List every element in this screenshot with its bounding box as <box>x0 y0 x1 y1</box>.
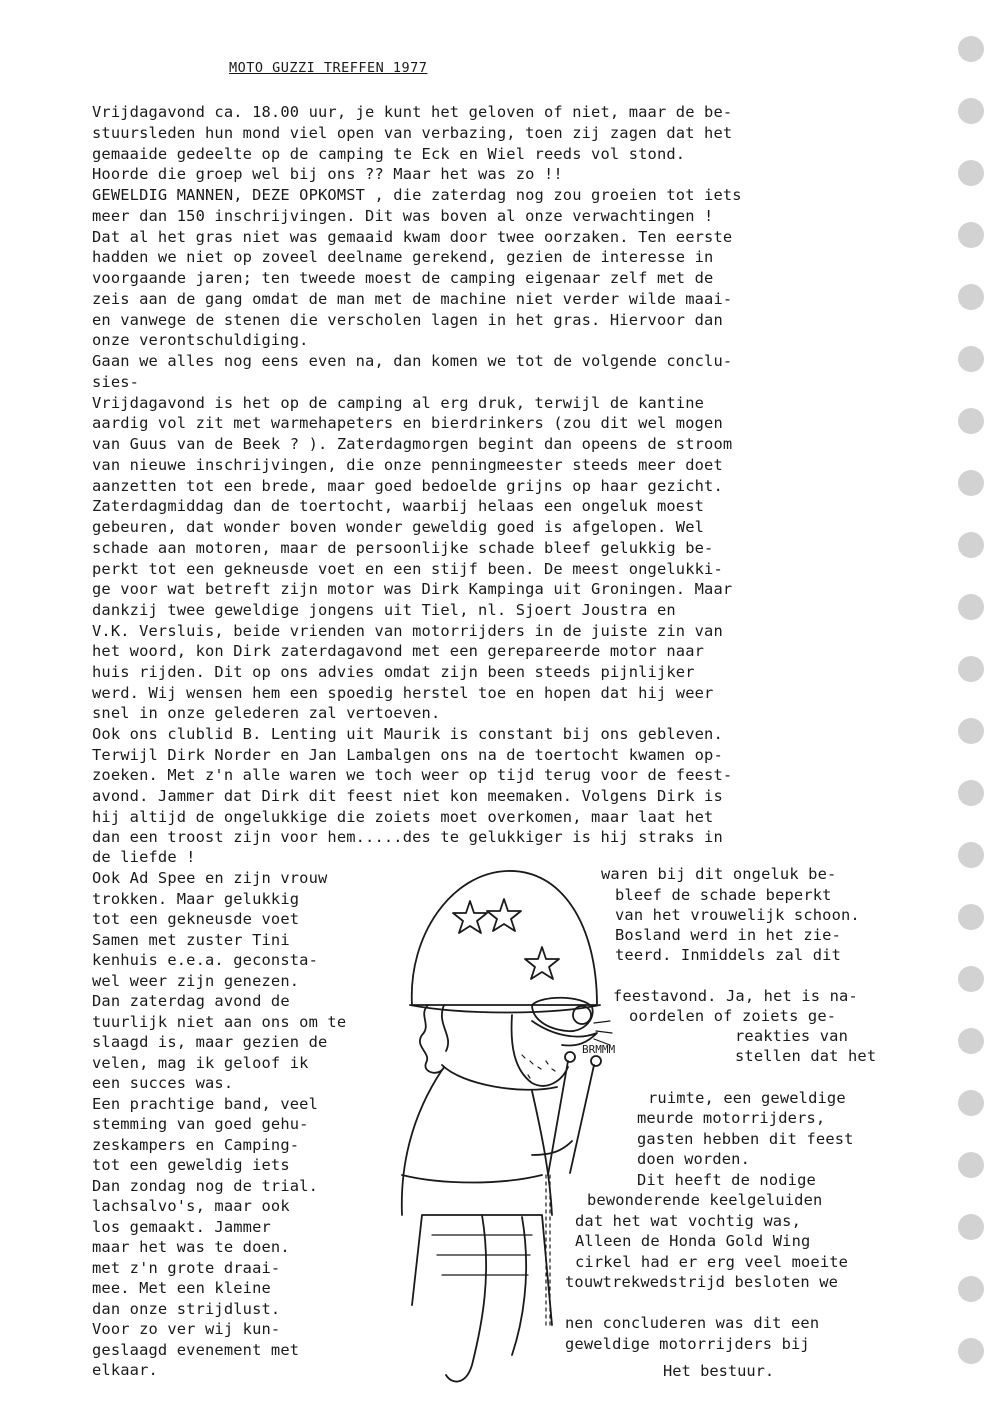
text-line: Dit heeft de nodige <box>637 1171 816 1189</box>
text-line: meer dan 150 inschrijvingen. Dit was boven al onze verwachtingen ! <box>92 207 714 225</box>
text-line: hij altijd de ongelukkige die zoiets moet overkomen, maar laat het <box>92 808 714 826</box>
punch-hole-icon <box>958 408 984 434</box>
text-line: Vrijdagavond ca. 18.00 uur, je kunt het geloven of niet, maar de be- <box>92 103 733 121</box>
text-line: gemaaide gedeelte op de camping te Eck en Wiel reeds vol stond. <box>92 145 686 163</box>
punch-hole-icon <box>958 36 984 62</box>
text-line: Voor zo ver wij kun- <box>92 1320 281 1338</box>
text-line: feestavond. Ja, het is na- <box>613 987 858 1005</box>
text-line: werd. Wij wensen hem een spoedig herstel toe en hopen dat hij weer <box>92 684 714 702</box>
text-line: V.K. Versluis, beide vrienden van motorrijders in de juiste zin van <box>92 622 723 640</box>
text-line: onze verontschuldiging. <box>92 331 309 349</box>
text-line: aardig vol zit met warmehapeters en bierdrinkers (zou dit wel mogen <box>92 414 723 432</box>
text-line: oordelen of zoiets ge- <box>629 1007 837 1025</box>
text-line: zeis aan de gang omdat de man met de machine niet verder wilde maai- <box>92 290 733 308</box>
star-icon <box>525 947 559 979</box>
text-line: een succes was. <box>92 1074 234 1092</box>
text-line: de liefde ! <box>92 848 196 866</box>
text-line: gebeuren, dat wonder boven wonder geweldig goed is afgelopen. Wel <box>92 518 705 536</box>
text-line: stellen dat het <box>735 1047 877 1065</box>
text-line: wel weer zijn genezen. <box>92 972 300 990</box>
star-icon <box>487 899 521 931</box>
text-line: doen worden. <box>637 1150 750 1168</box>
punch-hole-icon <box>958 1090 984 1116</box>
text-line: dankzij twee geweldige jongens uit Tiel, nl. Sjoert Joustra en <box>92 601 676 619</box>
text-line: Samen met zuster Tini <box>92 931 290 949</box>
punch-hole-icon <box>958 470 984 496</box>
text-line: maar het was te doen. <box>92 1238 290 1256</box>
text-line: meurde motorrijders, <box>637 1109 826 1127</box>
text-line: sies- <box>92 373 140 391</box>
signature: Het bestuur. <box>663 1362 775 1380</box>
text-line: bleef de schade beperkt <box>615 886 832 904</box>
star-icon <box>453 901 487 933</box>
text-line: velen, mag ik geloof ik <box>92 1054 309 1072</box>
punch-hole-icon <box>958 780 984 806</box>
text-line: kenhuis e.e.a. geconsta- <box>92 951 318 969</box>
punch-hole-icon <box>958 160 984 186</box>
text-line: tot een gekneusde voet <box>92 910 300 928</box>
punch-hole-icon <box>958 222 984 248</box>
text-line: van het vrouwelijk schoon. <box>615 906 860 924</box>
punch-hole-icon <box>958 966 984 992</box>
text-line: slaagd is, maar gezien de <box>92 1033 328 1051</box>
text-line: Alleen de Honda Gold Wing <box>575 1232 811 1250</box>
punch-hole-icon <box>958 1276 984 1302</box>
text-line: GEWELDIG MANNEN, DEZE OPKOMST , die zaterdag nog zou groeien tot iets <box>92 186 742 204</box>
text-line: tuurlijk niet aan ons om te <box>92 1013 347 1031</box>
punch-hole-icon <box>958 1214 984 1240</box>
page-title: MOTO GUZZI TREFFEN 1977 <box>229 60 428 76</box>
text-line: cirkel had er erg veel moeite <box>575 1253 849 1271</box>
text-line: los gemaakt. Jammer <box>92 1218 271 1236</box>
text-line: reakties van <box>735 1027 848 1045</box>
sound-effect-text: BRMMM <box>582 1043 616 1056</box>
text-line: stemming van goed gehu- <box>92 1115 309 1133</box>
text-line: met z'n grote draai- <box>92 1259 281 1277</box>
punch-hole-icon <box>958 1028 984 1054</box>
text-line: aanzetten tot een brede, maar goed bedoelde grijns op haar gezicht. <box>92 477 723 495</box>
text-line: Terwijl Dirk Norder en Jan Lambalgen ons na de toertocht kwamen op- <box>92 746 723 764</box>
text-line: waren bij dit ongeluk be- <box>601 865 837 883</box>
text-line: Dan zaterdag avond de <box>92 992 290 1010</box>
punch-hole-icon <box>958 532 984 558</box>
text-line: touwtrekwedstrijd besloten we <box>565 1273 839 1291</box>
text-line: gasten hebben dit feest <box>637 1130 854 1148</box>
text-line: huis rijden. Dit op ons advies omdat zijn been steeds pijnlijker <box>92 663 695 681</box>
text-line: trokken. Maar gelukkig <box>92 890 300 908</box>
text-line: voorgaande jaren; ten tweede moest de camping eigenaar zelf met de <box>92 269 714 287</box>
cartoon-illustration <box>382 855 632 1395</box>
text-line: dan een troost zijn voor hem.....des te gelukkiger is hij straks in <box>92 828 723 846</box>
text-line: geslaagd evenement met <box>92 1341 300 1359</box>
text-line: avond. Jammer dat Dirk dit feest niet kon meemaken. Volgens Dirk is <box>92 787 723 805</box>
text-line: Gaan we alles nog eens even na, dan komen we tot de volgende conclu- <box>92 352 733 370</box>
text-line: Bosland werd in het zie- <box>615 926 841 944</box>
text-line: van nieuwe inschrijvingen, die onze penningmeester steeds meer doet <box>92 456 723 474</box>
text-line: en vanwege de stenen die verscholen lagen in het gras. Hiervoor dan <box>92 311 723 329</box>
text-line: bewonderende keelgeluiden <box>587 1191 823 1209</box>
text-line: teerd. Inmiddels zal dit <box>615 946 841 964</box>
punch-hole-icon <box>958 904 984 930</box>
text-line: Dat al het gras niet was gemaaid kwam door twee oorzaken. Ten eerste <box>92 228 733 246</box>
text-line: ge voor wat betreft zijn motor was Dirk Kampinga uit Groningen. Maar <box>92 580 733 598</box>
text-line: Een prachtige band, veel <box>92 1095 318 1113</box>
text-line: Ook ons clublid B. Lenting uit Maurik is constant bij ons gebleven. <box>92 725 723 743</box>
helmet-rim <box>410 1005 600 1013</box>
text-line: mee. Met een kleine <box>92 1279 271 1297</box>
text-line: dat het wat vochtig was, <box>575 1212 801 1230</box>
text-line: nen concluderen was dit een <box>565 1314 820 1332</box>
text-line: perkt tot een gekneusde voet en een stijf been. De meest ongelukki- <box>92 560 723 578</box>
text-line: elkaar. <box>92 1361 158 1379</box>
text-line: ruimte, een geweldige <box>648 1089 846 1107</box>
punch-hole-icon <box>958 284 984 310</box>
punch-hole-icon <box>958 656 984 682</box>
text-line: het woord, kon Dirk zaterdagavond met een gerepareerde motor naar <box>92 642 705 660</box>
text-line: geweldige motorrijders bij <box>565 1335 810 1353</box>
text-line: stuursleden hun mond viel open van verbazing, toen zij zagen dat het <box>92 124 733 142</box>
text-line: snel in onze gelederen zal vertoeven. <box>92 704 441 722</box>
text-line: Vrijdagavond is het op de camping al erg druk, terwijl de kantine <box>92 394 705 412</box>
text-line: dan onze strijdlust. <box>92 1300 281 1318</box>
text-line: van Guus van de Beek ? ). Zaterdagmorgen begint dan opeens de stroom <box>92 435 733 453</box>
text-line: tot een geweldig iets <box>92 1156 290 1174</box>
text-line: Zaterdagmiddag dan de toertocht, waarbij helaas een ongeluk moest <box>92 497 705 515</box>
punch-hole-icon <box>958 718 984 744</box>
text-line: Hoorde die groep wel bij ons ?? Maar het was zo !! <box>92 165 563 183</box>
punch-hole-icon <box>958 346 984 372</box>
helmet-shape <box>412 871 597 1005</box>
text-line: schade aan motoren, maar de persoonlijke schade bleef gelukkig be- <box>92 539 714 557</box>
text-line: hadden we niet op zoveel deelname gerekend, gezien de interesse in <box>92 248 714 266</box>
punch-hole-icon <box>958 842 984 868</box>
punch-hole-icon <box>958 594 984 620</box>
punch-hole-icon <box>958 1338 984 1364</box>
punch-hole-icon <box>958 1152 984 1178</box>
text-line: lachsalvo's, maar ook <box>92 1197 290 1215</box>
text-line: zoeken. Met z'n alle waren we toch weer op tijd terug voor de feest- <box>92 766 733 784</box>
text-line: Dan zondag nog de trial. <box>92 1177 318 1195</box>
text-line: Ook Ad Spee en zijn vrouw <box>92 869 328 887</box>
punch-hole-icon <box>958 98 984 124</box>
text-line: zeskampers en Camping- <box>92 1136 300 1154</box>
